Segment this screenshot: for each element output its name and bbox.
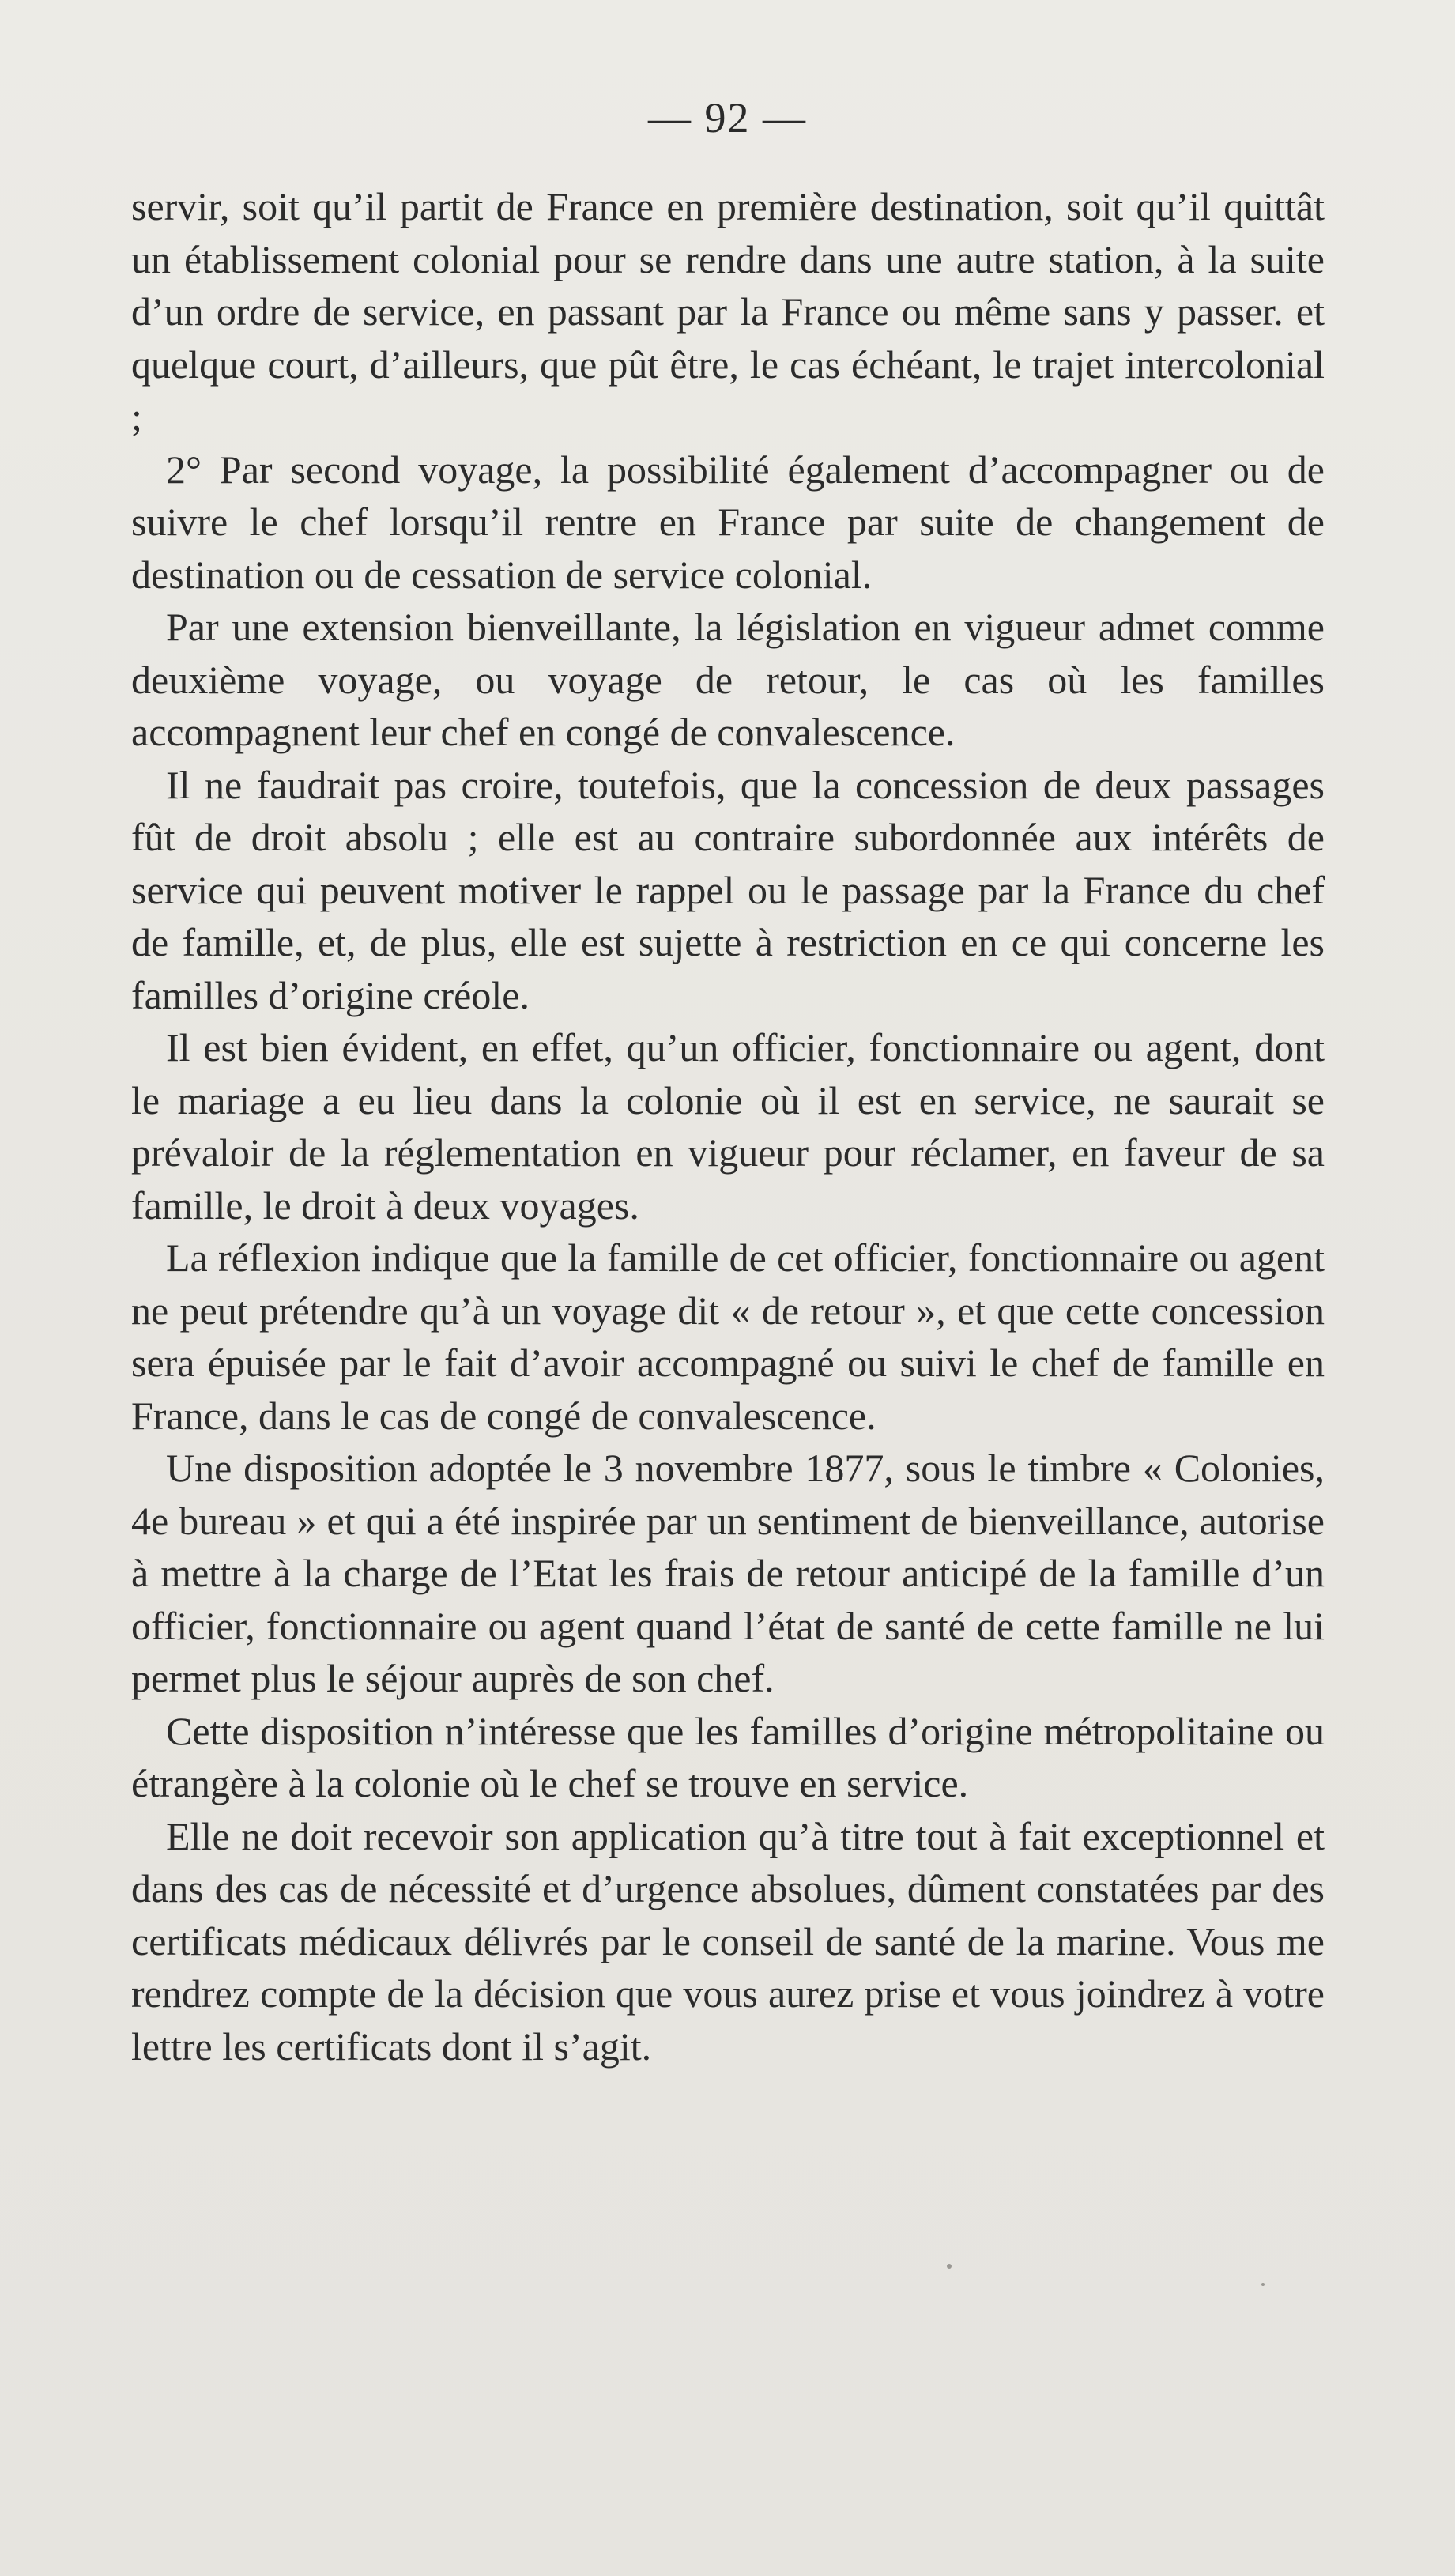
paragraph: Une disposition adoptée le 3 novembre 1877, sous le timbre « Colonies, 4e bureau » et qui a été inspirée par un sentiment de bienveillance, autorise à mettre à la charge de l’Etat les frais de retour anticipé de la famille d’un officier, fonctionnaire ou agent quand l’état de santé de cette famille ne lui permet plus le séjour auprès de son chef.	[131, 1446, 1325, 1700]
paragraph: servir, soit qu’il partit de France en première destination, soit qu’il quittât un établissement colonial pour se rendre dans une autre station, à la suite d’un ordre de service, en passant par la France ou même sans y passer. et quelque court, d’ailleurs, que pût être, le cas échéant, le trajet intercolonial ;	[131, 184, 1325, 439]
page-number: — 92 —	[648, 94, 807, 141]
paper-speck	[947, 2264, 952, 2269]
body-text	[131, 180, 1325, 2072]
paragraph: Cette disposition n’intéresse que les familles d’origine métropolitaine ou étrangère à la colonie où le chef se trouve en service.	[131, 1708, 1325, 1805]
paper-speck	[1261, 2283, 1265, 2286]
paragraph: Il est bien évident, en effet, qu’un officier, fonctionnaire ou agent, dont le mariage a eu lieu dans la colonie où il est en service, ne saurait se prévaloir de la réglementation en vigueur pour réclamer, en faveur de sa famille, le droit à deux voyages.	[131, 1025, 1325, 1228]
paragraph: La réflexion indique que la famille de cet officier, fonctionnaire ou agent ne peut prétendre qu’à un voyage dit « de retour », et que cette concession sera épuisée par le fait d’avoir accompagné ou suivi le chef de famille en France, dans le cas de congé de convalescence.	[131, 1235, 1325, 1438]
paragraph: Il ne faudrait pas croire, toutefois, que la concession de deux passages fût de droit absolu ; elle est au contraire subordonnée aux intérêts de service qui peuvent motiver le rappel ou le passage par la France du chef de famille, et, de plus, elle est sujette à restriction en ce qui concerne les familles d’origine créole.	[131, 762, 1325, 1017]
paragraph: Par une extension bienveillante, la législation en vigueur admet comme deuxième voyage, ou voyage de retour, le cas où les familles accompagnent leur chef en congé de convalescence.	[131, 605, 1325, 754]
paragraph: Elle ne doit recevoir son application qu’à titre tout à fait exceptionnel et dans des cas de nécessité et d’urgence absolues, dûment constatées par des certificats médicaux délivrés par le conseil de santé de la marine. Vous me rendrez compte de la décision que vous aurez prise et vous joindrez à votre lettre les certificats dont il s’agit.	[131, 1813, 1325, 2069]
paragraph: 2° Par second voyage, la possibilité également d’accompagner ou de suivre le chef lorsqu’il rentre en France par suite de changement de destination ou de cessation de service colonial.	[131, 447, 1325, 597]
